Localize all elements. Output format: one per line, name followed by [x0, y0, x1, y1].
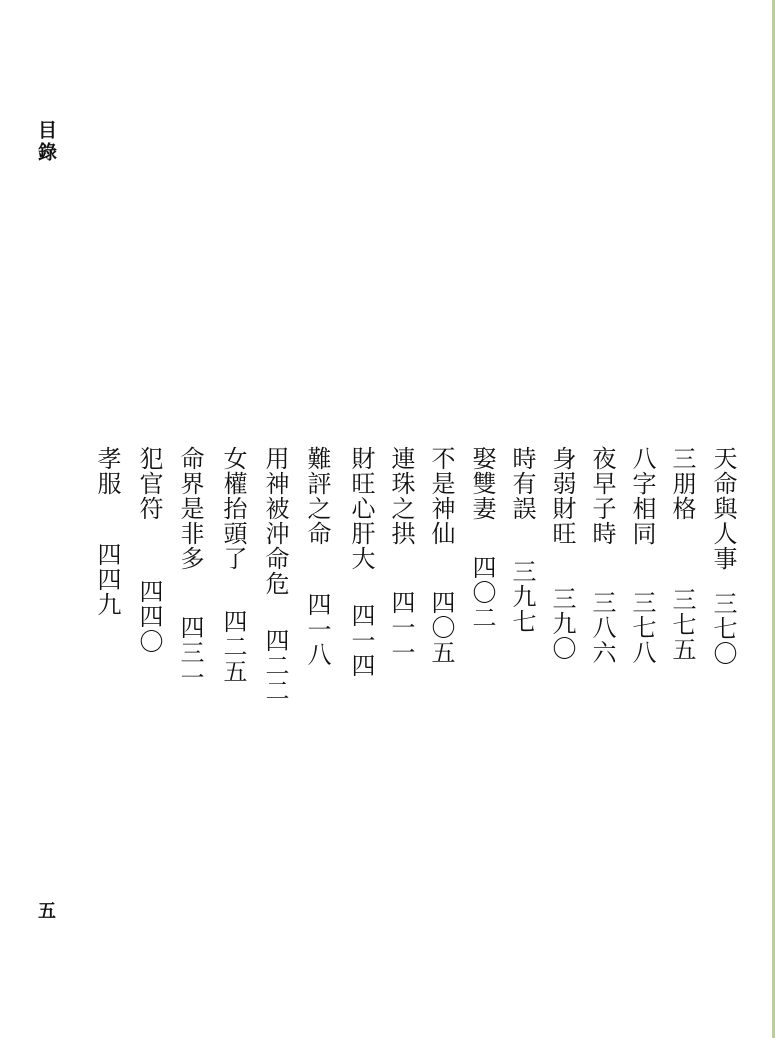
toc-entry-page: 四四〇: [135, 579, 163, 654]
toc-entry-title: 連珠之拱: [387, 446, 415, 546]
toc-entry-page: 四〇二: [468, 555, 496, 630]
toc-entry: [509, 446, 535, 746]
toc-entry-page: 四四九: [93, 542, 121, 617]
toc-entry: [428, 446, 454, 746]
toc-entry: [388, 446, 414, 746]
toc-entry-title: 孝服: [93, 446, 121, 496]
toc-entry: [669, 446, 695, 746]
toc-entry-title: 八字相同: [628, 446, 656, 546]
toc-entry-title: 命界是非多: [176, 446, 204, 571]
toc-entry: [469, 446, 495, 746]
toc-entry-page: 三八六: [588, 590, 616, 665]
toc-entry-page: 四一一: [387, 590, 415, 665]
toc-entry: [94, 446, 120, 746]
toc-entry-title: 娶雙妻: [468, 446, 496, 521]
page-number: 五: [38, 901, 56, 922]
toc-entry: [304, 446, 330, 746]
toc-entry-page: 三七八: [628, 590, 656, 665]
toc-entry-title: 用神被沖命危: [261, 446, 289, 596]
toc-entry-title: 難評之命: [303, 446, 331, 546]
toc-entry: [589, 446, 615, 746]
toc-entry-page: 三九〇: [548, 586, 576, 661]
toc-entry-title: 犯官符: [135, 446, 163, 521]
toc-entry: [177, 446, 203, 746]
toc-entry: [629, 446, 655, 746]
toc-entry-title: 身弱財旺: [548, 446, 576, 546]
toc-entry: [710, 446, 736, 746]
toc-entry: [262, 446, 288, 746]
toc-entry-page: 三九七: [508, 559, 536, 634]
toc-entry-page: 三七五: [668, 587, 696, 662]
toc-entry: [136, 446, 162, 746]
toc-entry-title: 天命與人事: [709, 446, 737, 571]
toc-entry: [549, 446, 575, 746]
toc-entry-page: 三七〇: [709, 591, 737, 666]
toc-entry-page: 四一四: [347, 603, 375, 678]
toc-entry-title: 女權抬頭了: [219, 446, 247, 571]
toc-entry-page: 四二五: [219, 609, 247, 684]
toc-entry-title: 不是神仙: [427, 446, 455, 546]
toc-entry-title: 三朋格: [668, 446, 696, 521]
toc-entry: [220, 446, 246, 746]
toc-entry-page: 四三一: [176, 615, 204, 690]
toc-entry-page: 四〇五: [427, 590, 455, 665]
running-head: 目錄: [35, 120, 57, 164]
toc-entry-page: 四一八: [303, 592, 331, 667]
toc-entry-title: 時有誤: [508, 446, 536, 521]
toc-entry-page: 四二二: [261, 628, 289, 703]
toc-entry-title: 夜早子時: [588, 446, 616, 546]
toc-entry-title: 財旺心肝大: [347, 446, 375, 571]
toc-entry: [348, 446, 374, 746]
